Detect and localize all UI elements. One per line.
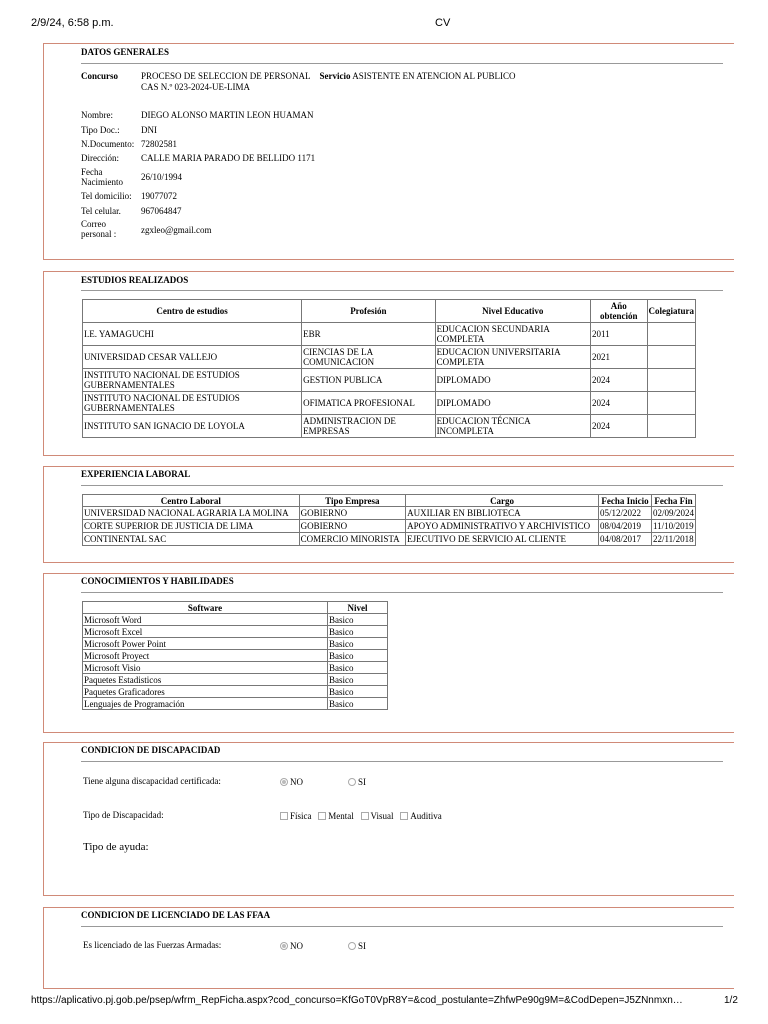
col-header: Fecha Inicio: [599, 495, 652, 507]
tipo-discapacidad-label: Tipo de Discapacidad:: [83, 810, 164, 820]
table-cell: EDUCACION SECUNDARIA COMPLETA: [435, 323, 590, 346]
section-title: ESTUDIOS REALIZADOS: [81, 275, 189, 285]
col-header: Centro de estudios: [83, 300, 302, 323]
discapacidad-question: Tiene alguna discapacidad certificada:: [83, 776, 221, 786]
section-divider: [81, 592, 723, 593]
checkbox-visual[interactable]: [361, 811, 394, 821]
checkbox-label: Física: [290, 811, 312, 821]
table-cell: EJECUTIVO DE SERVICIO AL CLIENTE: [406, 533, 599, 546]
tipo-discapacidad-options: [280, 811, 442, 821]
radio-label: SI: [358, 777, 367, 787]
col-header: Software: [83, 602, 328, 614]
section-divider: [81, 290, 723, 291]
direccion-value: CALLE MARIA PARADO DE BELLIDO 1171: [141, 153, 316, 163]
ffaa-question: Es licenciado de las Fuerzas Armadas:: [83, 940, 222, 950]
table-cell: ADMINISTRACION DE EMPRESAS: [302, 415, 435, 438]
table-cell: Microsoft Power Point: [83, 638, 328, 650]
table-row: [83, 674, 388, 686]
direccion-label: Dirección:: [81, 153, 119, 163]
table-cell: INSTITUTO SAN IGNACIO DE LOYOLA: [83, 415, 302, 438]
table-cell: 2024: [590, 369, 647, 392]
section-title: CONOCIMIENTOS Y HABILIDADES: [81, 576, 234, 586]
tel-domicilio-label: Tel domicilio:: [81, 191, 132, 201]
table-cell: 2024: [590, 415, 647, 438]
section-estudios: [43, 271, 734, 456]
table-cell: Paquetes Graficadores: [83, 686, 328, 698]
table-row: [83, 638, 388, 650]
table-cell: DIPLOMADO: [435, 369, 590, 392]
documento-label: N.Documento:: [81, 139, 135, 149]
fecha-nacimiento-label: Fecha Nacimiento: [81, 167, 123, 187]
table-cell: 08/04/2019: [599, 520, 652, 533]
table-cell: [647, 392, 696, 415]
table-cell: [647, 346, 696, 369]
checkbox-label: Auditiva: [410, 811, 442, 821]
table-cell: UNIVERSIDAD NACIONAL AGRARIA LA MOLINA: [83, 507, 300, 520]
concurso-label: Concurso: [81, 71, 119, 81]
checkbox-auditiva[interactable]: [400, 811, 442, 821]
discapacidad-radio-si[interactable]: [348, 777, 366, 787]
print-datetime: 2/9/24, 6:58 p.m.: [31, 17, 114, 29]
table-cell: I.E. YAMAGUCHI: [83, 323, 302, 346]
table-row: [83, 650, 388, 662]
tipo-ayuda-label: Tipo de ayuda:: [83, 841, 149, 853]
table-cell: [647, 323, 696, 346]
table-cell: 2011: [590, 323, 647, 346]
col-header: Profesión: [302, 300, 435, 323]
checkbox-label: Visual: [370, 811, 394, 821]
table-row: [83, 369, 696, 392]
table-cell: Lenguajes de Programación: [83, 698, 328, 710]
tipo-doc-label: Tipo Doc.:: [81, 125, 120, 135]
servicio-value: ASISTENTE EN ATENCION AL PUBLICO: [352, 71, 516, 81]
estudios-table: [82, 299, 696, 438]
table-cell: APOYO ADMINISTRATIVO Y ARCHIVISTICO: [406, 520, 599, 533]
section-title: CONDICION DE LICENCIADO DE LAS FFAA: [81, 910, 271, 920]
table-cell: Basico: [328, 686, 388, 698]
table-cell: 02/09/2024: [652, 508, 694, 518]
section-conocimientos: [43, 573, 734, 733]
table-cell: COMERCIO MINORISTA: [299, 533, 406, 546]
table-row: [83, 662, 388, 674]
radio-label: SI: [358, 941, 367, 951]
table-cell: OFIMATICA PROFESIONAL: [302, 392, 435, 415]
tel-celular-label: Tel celular.: [81, 206, 121, 216]
table-cell: GESTION PUBLICA: [302, 369, 435, 392]
section-discapacidad: [43, 742, 734, 896]
table-row: [83, 415, 696, 438]
table-cell: Basico: [328, 626, 388, 638]
table-row: [83, 698, 388, 710]
col-header: Colegiatura: [647, 300, 696, 323]
radio-label: NO: [290, 777, 303, 787]
table-header-row: [83, 602, 388, 614]
table-cell: CONTINENTAL SAC: [83, 533, 300, 546]
table-cell: DIPLOMADO: [435, 392, 590, 415]
checkbox-icon[interactable]: [361, 812, 369, 820]
section-title: CONDICION DE DISCAPACIDAD: [81, 745, 221, 755]
table-cell: Microsoft Word: [83, 614, 328, 626]
ffaa-radio-no[interactable]: [280, 941, 303, 951]
table-header-row: [83, 495, 696, 507]
table-row: [83, 323, 696, 346]
table-cell: CIENCIAS DE LA COMUNICACION: [302, 346, 435, 369]
table-cell: 2021: [590, 346, 647, 369]
table-cell: Basico: [328, 650, 388, 662]
checkbox-mental[interactable]: [318, 811, 354, 821]
table-cell: [647, 415, 696, 438]
section-ffaa: [43, 907, 734, 989]
documento-value: 72802581: [141, 139, 177, 149]
page-url: https://aplicativo.pj.gob.pe/psep/wfrm_RepFicha.aspx?cod_concurso=KfGoT0VpR8Y=&cod_postulante=ZhfwPe90g9M=&CodDepen=J5ZNnmxn…: [31, 995, 683, 1006]
table-cell: Microsoft Proyect: [83, 650, 328, 662]
section-divider: [81, 761, 723, 762]
table-cell: UNIVERSIDAD CESAR VALLEJO: [83, 346, 302, 369]
radio-selected-icon[interactable]: [280, 778, 288, 786]
col-header: Tipo Empresa: [299, 495, 406, 507]
checkbox-icon[interactable]: [400, 812, 408, 820]
table-row: [83, 507, 696, 520]
table-cell: Microsoft Visio: [83, 662, 328, 674]
col-header: Nivel Educativo: [435, 300, 590, 323]
table-cell: 05/12/2022: [599, 507, 652, 520]
table-row: [83, 533, 696, 546]
col-header: Nivel: [328, 602, 388, 614]
table-cell: 11/10/2019: [652, 521, 694, 531]
table-header-row: [83, 300, 696, 323]
checkbox-icon[interactable]: [318, 812, 326, 820]
table-cell: Basico: [328, 674, 388, 686]
checkbox-icon[interactable]: [280, 812, 288, 820]
section-title: DATOS GENERALES: [81, 47, 169, 57]
table-cell: EDUCACION UNIVERSITARIA COMPLETA: [435, 346, 590, 369]
section-title: EXPERIENCIA LABORAL: [81, 469, 191, 479]
radio-selected-icon[interactable]: [280, 942, 288, 950]
table-cell: AUXILIAR EN BIBLIOTECA: [406, 507, 599, 520]
table-row: [83, 392, 696, 415]
table-cell: Microsoft Excel: [83, 626, 328, 638]
table-cell: 22/11/2018: [652, 534, 694, 544]
table-cell: INSTITUTO NACIONAL DE ESTUDIOS GUBERNAMENTALES: [83, 392, 302, 415]
radio-icon[interactable]: [348, 942, 356, 950]
col-header: Fecha Fin: [651, 495, 695, 507]
table-cell: Basico: [328, 638, 388, 650]
col-header: Año obtención: [590, 300, 647, 323]
discapacidad-radio-no[interactable]: [280, 777, 303, 787]
concurso-value: [141, 71, 515, 81]
concurso-text: PROCESO DE SELECCION DE PERSONAL: [141, 71, 311, 81]
table-cell: GOBIERNO: [299, 520, 406, 533]
table-cell: 04/08/2017: [599, 533, 652, 546]
table-cell: CORTE SUPERIOR DE JUSTICIA DE LIMA: [83, 520, 300, 533]
col-header: Cargo: [406, 495, 599, 507]
table-cell: 2024: [590, 392, 647, 415]
table-cell: Basico: [328, 614, 388, 626]
table-cell: EBR: [302, 323, 435, 346]
tipo-doc-value: DNI: [141, 125, 157, 135]
table-cell: INSTITUTO NACIONAL DE ESTUDIOS GUBERNAMENTALES: [83, 369, 302, 392]
experiencia-table: [82, 494, 696, 546]
document-title: CV: [435, 17, 451, 29]
table-cell: EDUCACION TÉCNICA INCOMPLETA: [435, 415, 590, 438]
table-cell: Basico: [328, 698, 388, 710]
nombre-label: Nombre:: [81, 110, 113, 120]
page-number: 1/2: [724, 995, 738, 1006]
table-row: [83, 520, 696, 533]
fecha-nacimiento-value: 26/10/1994: [141, 172, 183, 182]
checkbox-label: Mental: [328, 811, 354, 821]
table-row: [83, 346, 696, 369]
servicio-label: Servicio: [319, 71, 351, 81]
ffaa-radio-si[interactable]: [348, 941, 366, 951]
correo-value: zgxleo@gmail.com: [141, 225, 212, 235]
col-header: Centro Laboral: [83, 495, 300, 507]
cas-number: CAS N.º 023-2024-UE-LIMA: [141, 82, 251, 92]
section-divider: [81, 485, 723, 486]
tel-celular-value: 967064847: [141, 206, 182, 216]
table-cell: Paquetes Estadisticos: [83, 674, 328, 686]
table-cell: GOBIERNO: [299, 507, 406, 520]
correo-label: Correo personal :: [81, 219, 117, 239]
software-table: [82, 601, 388, 710]
section-divider: [81, 63, 723, 64]
table-row: [83, 686, 388, 698]
table-row: [83, 614, 388, 626]
section-divider: [81, 926, 723, 927]
section-datos-generales: [43, 43, 734, 260]
tel-domicilio-value: 19077072: [141, 191, 177, 201]
table-row: [83, 626, 388, 638]
nombre-value: DIEGO ALONSO MARTIN LEON HUAMAN: [141, 110, 314, 120]
section-experiencia: [43, 466, 734, 563]
radio-label: NO: [290, 941, 303, 951]
table-cell: [647, 369, 696, 392]
table-cell: Basico: [328, 662, 388, 674]
radio-icon[interactable]: [348, 778, 356, 786]
checkbox-fisica[interactable]: [280, 811, 312, 821]
